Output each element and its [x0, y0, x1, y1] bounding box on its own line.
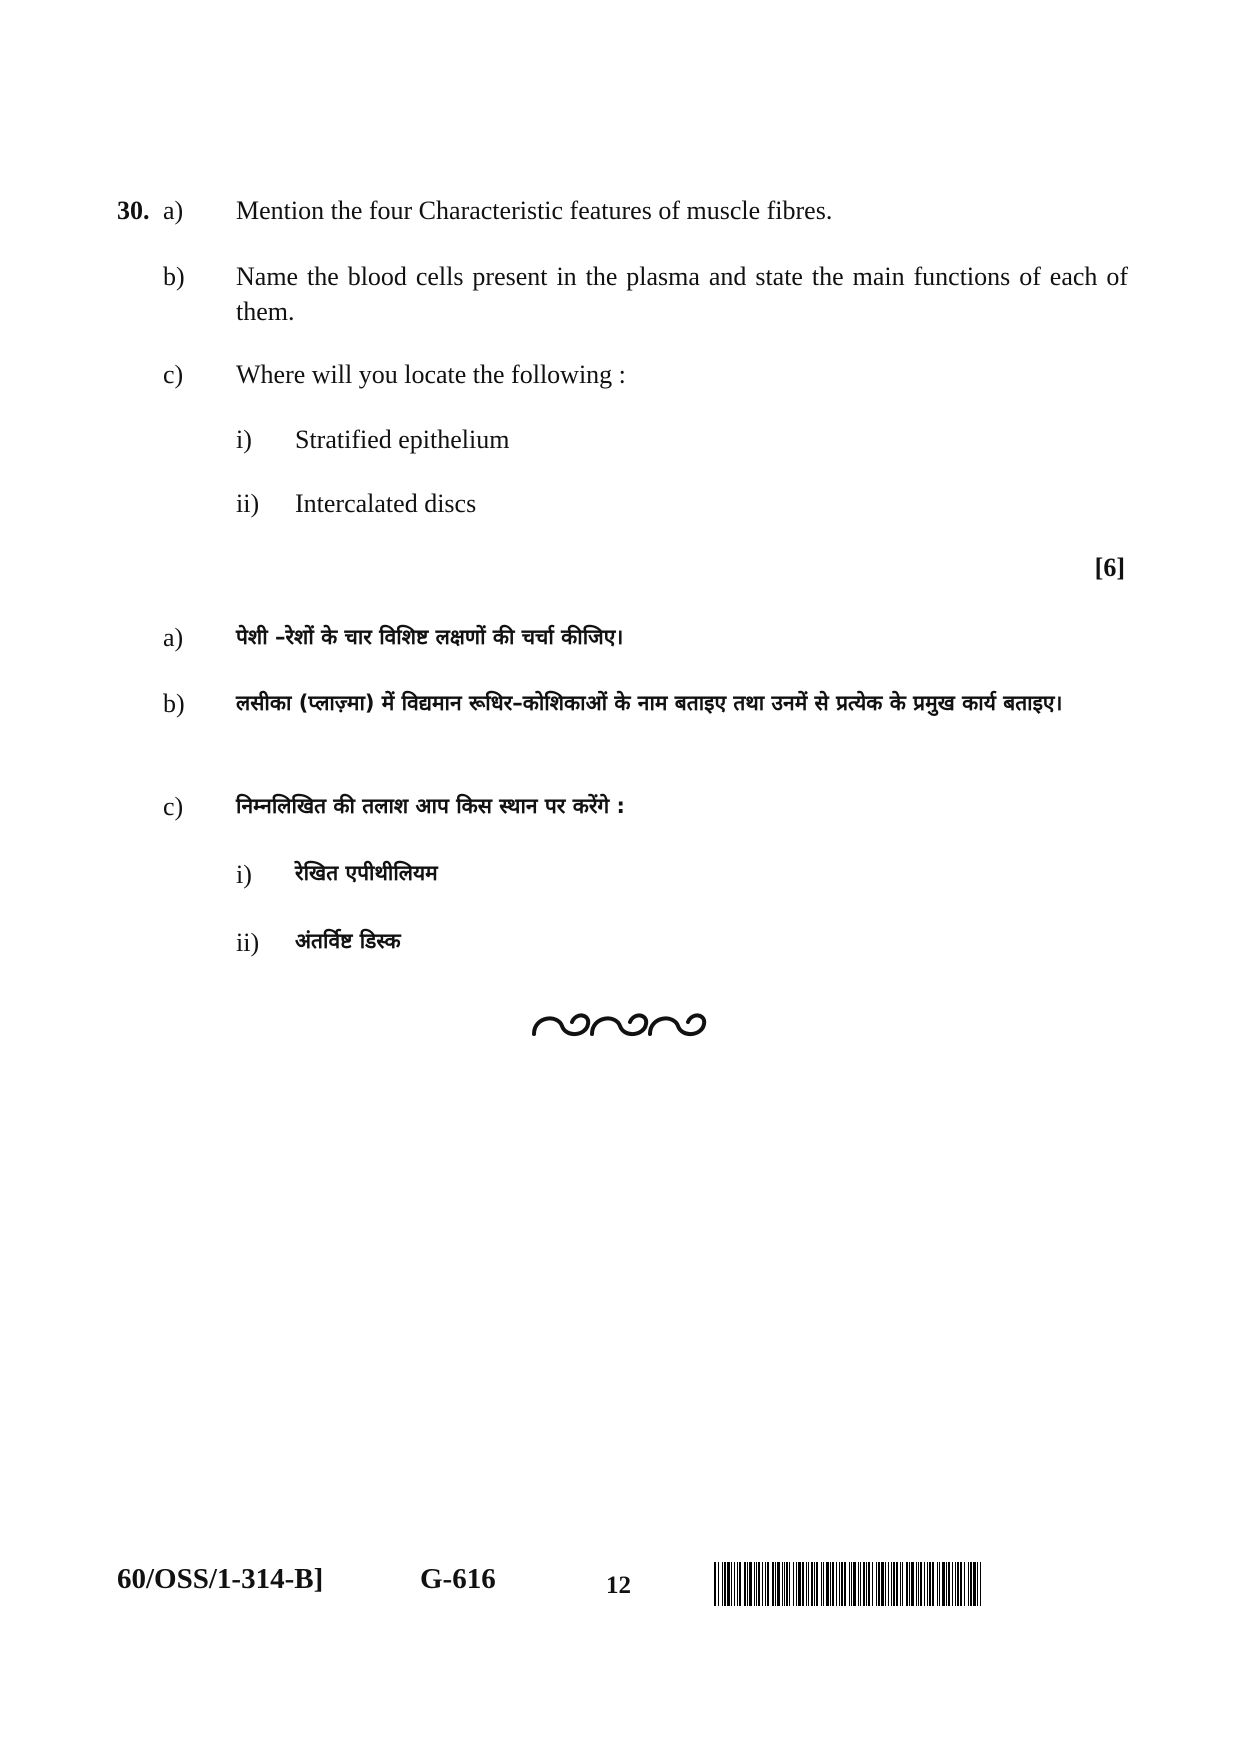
barcode-bar — [777, 1562, 780, 1606]
barcode-bar — [724, 1562, 726, 1606]
barcode-bar — [814, 1562, 815, 1606]
barcode-bar — [896, 1562, 898, 1606]
part-a-text-hi: पेशी –रेशों के चार विशिष्ट लक्षणों की चर्चा कीजिए। — [236, 625, 624, 649]
barcode-bar — [784, 1562, 785, 1606]
barcode-bar — [775, 1562, 776, 1606]
barcode-bar — [932, 1562, 934, 1606]
barcode-bar — [929, 1562, 931, 1606]
part-c-text-hi: निम्नलिखित की तलाश आप किस स्थान पर करेंगे : — [236, 794, 625, 818]
barcode-bar — [734, 1562, 735, 1606]
part-c-i-text-hi: रेखित एपीथीलियम — [295, 861, 438, 885]
barcode-bar — [798, 1562, 801, 1606]
ornament-flourish-icon — [528, 1000, 716, 1050]
part-c-label-en: c) — [163, 360, 184, 389]
barcode-bar — [937, 1562, 938, 1606]
barcode-bar — [749, 1562, 752, 1606]
part-b-text-en: Name the blood cells present in the plasma and state the main functions of each of them. — [236, 262, 1128, 326]
part-a-label-hi: a) — [163, 623, 184, 652]
barcode-bar — [957, 1562, 959, 1606]
barcode-bar — [955, 1562, 956, 1606]
barcode-bar — [927, 1562, 928, 1606]
barcode-bar — [718, 1562, 719, 1606]
barcode-bar — [920, 1562, 922, 1606]
part-a-label-en: a) — [163, 196, 184, 225]
page-number: 12 — [606, 1572, 631, 1599]
barcode-bar — [841, 1562, 843, 1606]
barcode-bar — [900, 1562, 901, 1606]
barcode-bar — [960, 1562, 962, 1606]
barcode-bar — [946, 1562, 947, 1606]
part-c-ii-label-en: ii) — [236, 489, 260, 518]
barcode-bar — [885, 1562, 886, 1606]
part-c-i-text-en: Stratified epithelium — [295, 425, 510, 454]
barcode-bar — [758, 1562, 760, 1606]
marks: [6] — [1094, 553, 1125, 582]
barcode-bar — [731, 1562, 732, 1606]
barcode-bar — [772, 1562, 774, 1606]
barcode-bar — [906, 1562, 908, 1606]
barcode-bar — [821, 1562, 822, 1606]
barcode-bar — [866, 1562, 867, 1606]
barcode-bar — [722, 1562, 723, 1606]
barcode-bar — [747, 1562, 748, 1606]
barcode-bar — [911, 1562, 914, 1606]
barcode-bar — [980, 1562, 981, 1606]
end-ornament — [528, 1000, 716, 1055]
barcode-bar — [737, 1562, 738, 1606]
barcode-bar — [811, 1562, 813, 1606]
barcode-bar — [891, 1562, 892, 1606]
barcode-bar — [878, 1562, 880, 1606]
part-b-text-hi: लसीका (प्लाज़्मा) में विद्यमान रूधिर–कोशिकाओं के नाम बताइए तथा उनमें से प्रत्येक के प्रमुख कार्य बताइए। — [236, 691, 1063, 715]
barcode-bar — [823, 1562, 824, 1606]
barcode-bar — [786, 1562, 788, 1606]
part-c-ii-text-en: Intercalated discs — [295, 489, 477, 518]
barcode-bar — [836, 1562, 837, 1606]
barcode-bar — [782, 1562, 783, 1606]
barcode-bar — [844, 1562, 846, 1606]
series-code: G-616 — [420, 1563, 496, 1595]
barcode-bar — [858, 1562, 859, 1606]
part-c-label-hi: c) — [163, 792, 184, 821]
barcode-bar — [839, 1562, 840, 1606]
barcode-bar — [876, 1562, 877, 1606]
barcode-bar — [942, 1562, 945, 1606]
barcode-bar — [765, 1562, 766, 1606]
barcode-bar — [968, 1562, 969, 1606]
barcode-bar — [744, 1562, 746, 1606]
barcode-bar — [793, 1562, 794, 1606]
barcode-bar — [767, 1562, 769, 1606]
barcode-bar — [881, 1562, 884, 1606]
part-c-text-en: Where will you locate the following : — [236, 360, 626, 389]
barcode-bar — [756, 1562, 757, 1606]
barcode-bar — [888, 1562, 889, 1606]
barcode-bar — [860, 1562, 861, 1606]
part-c-i-label-hi: i) — [236, 860, 252, 889]
barcode — [714, 1562, 984, 1606]
part-a-text-en: Mention the four Characteristic features of muscle fibres. — [236, 196, 833, 225]
barcode-bar — [754, 1562, 755, 1606]
part-b-label-en: b) — [163, 262, 185, 291]
barcode-bar — [830, 1562, 831, 1606]
barcode-bar — [902, 1562, 903, 1606]
barcode-bar — [739, 1562, 741, 1606]
barcode-bar — [939, 1562, 940, 1606]
barcode-bar — [789, 1562, 790, 1606]
barcode-bar — [952, 1562, 953, 1606]
barcode-bar — [970, 1562, 972, 1606]
barcode-bar — [853, 1562, 856, 1606]
barcode-bar — [816, 1562, 818, 1606]
barcode-bar — [762, 1562, 763, 1606]
part-c-ii-label-hi: ii) — [236, 928, 260, 957]
barcode-bar — [909, 1562, 910, 1606]
barcode-bar — [924, 1562, 925, 1606]
barcode-bar — [973, 1562, 976, 1606]
part-c-ii-text-hi: अंतर्विष्ट डिस्क — [295, 929, 401, 953]
barcode-bar — [826, 1562, 829, 1606]
barcode-bar — [727, 1562, 730, 1606]
barcode-bar — [893, 1562, 895, 1606]
paper-code: 60/OSS/1-314-B] — [117, 1563, 324, 1595]
barcode-bar — [964, 1562, 965, 1606]
barcode-bar — [948, 1562, 950, 1606]
part-b-label-hi: b) — [163, 689, 185, 718]
barcode-bar — [872, 1562, 873, 1606]
barcode-bar — [714, 1562, 716, 1606]
barcode-bar — [832, 1562, 834, 1606]
barcode-bar — [849, 1562, 850, 1606]
barcode-bar — [868, 1562, 870, 1606]
barcode-bar — [851, 1562, 852, 1606]
part-c-i-label-en: i) — [236, 425, 252, 454]
barcode-bar — [977, 1562, 978, 1606]
barcode-bar — [918, 1562, 919, 1606]
barcode-bar — [802, 1562, 804, 1606]
barcode-bar — [916, 1562, 917, 1606]
question-number: 30. — [117, 196, 150, 225]
barcode-bar — [808, 1562, 809, 1606]
barcode-bar — [806, 1562, 807, 1606]
barcode-bar — [796, 1562, 797, 1606]
barcode-bar — [863, 1562, 865, 1606]
